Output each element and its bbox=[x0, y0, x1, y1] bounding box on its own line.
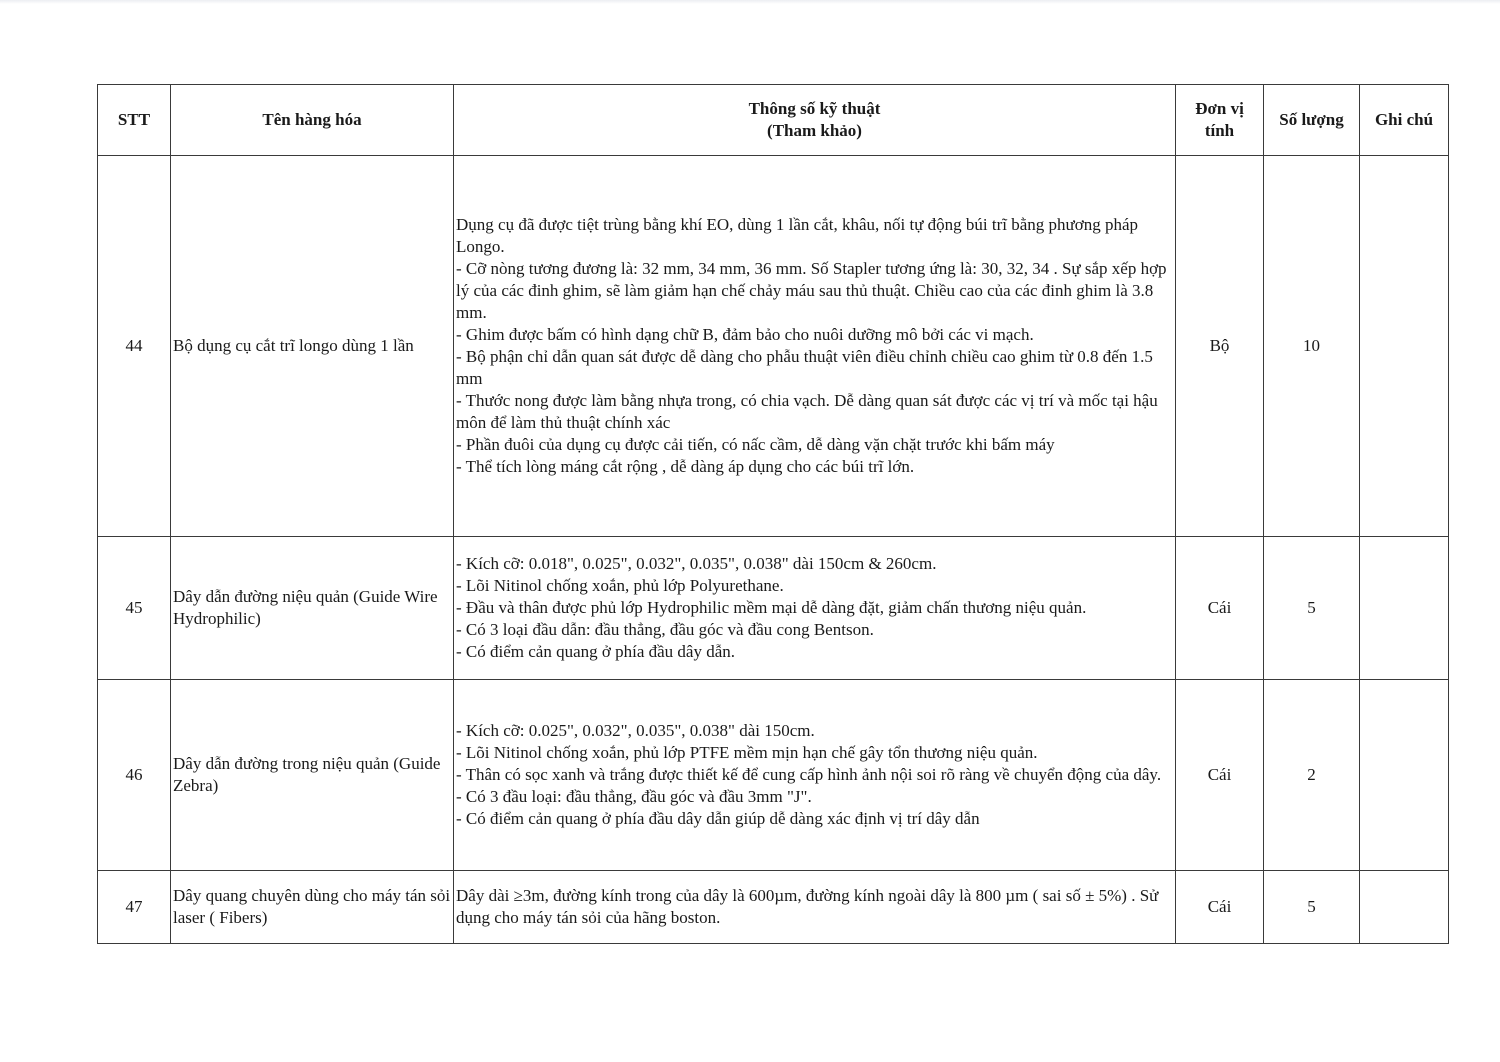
spec-line: - Kích cỡ: 0.018", 0.025", 0.032", 0.035", 0.038" dài 150cm & 260cm. bbox=[456, 554, 937, 573]
spec-line: - Lõi Nitinol chống xoắn, phủ lớp Polyurethane. bbox=[456, 576, 784, 595]
spec-line: Dụng cụ đã được tiệt trùng bằng khí EO, dùng 1 lần cắt, khâu, nối tự động búi trĩ bằng phương pháp Longo. bbox=[456, 215, 1139, 256]
row-unit: Cái bbox=[1176, 680, 1264, 871]
spec-line: - Ghim được bấm có hình dạng chữ B, đảm bảo cho nuôi dưỡng mô bởi các vi mạch. bbox=[456, 325, 1034, 344]
row-spec bbox=[454, 871, 1176, 944]
row-stt: 47 bbox=[98, 871, 171, 944]
spec-line: - Thân có sọc xanh và trắng được thiết kế để cung cấp hình ảnh nội soi rõ ràng về chuyển động của dây. bbox=[456, 765, 1162, 784]
spec-line: - Phần đuôi của dụng cụ được cải tiến, có nấc cầm, dễ dàng vặn chặt trước khi bấm máy bbox=[456, 435, 1055, 454]
spec-line: - Thước nong được làm bằng nhựa trong, có chia vạch. Dễ dàng quan sát được các vị trí và mốc tại hậu môn để làm thủ thuật chính xác bbox=[456, 391, 1158, 432]
row-spec bbox=[454, 156, 1176, 537]
row-note bbox=[1360, 871, 1449, 944]
header-unit-line2: tính bbox=[1204, 121, 1235, 140]
header-stt: STT bbox=[98, 85, 171, 156]
table-row bbox=[98, 871, 1449, 944]
header-name: Tên hàng hóa bbox=[171, 85, 454, 156]
row-note bbox=[1360, 680, 1449, 871]
header-spec-line2: (Tham khảo) bbox=[767, 121, 862, 140]
spec-line: - Có 3 loại đầu dẫn: đầu thẳng, đầu góc và đầu cong Bentson. bbox=[456, 620, 874, 639]
page-edge bbox=[0, 0, 1500, 4]
table-row bbox=[98, 537, 1449, 680]
spec-line: Dây dài ≥3m, đường kính trong của dây là 600µm, đường kính ngoài dây là 800 µm ( sai số ± 5%) . Sử dụng cho máy tán sỏi của hãng boston. bbox=[456, 886, 1159, 927]
row-quantity: 5 bbox=[1264, 537, 1360, 680]
row-name: Dây dẫn đường niệu quản (Guide Wire Hydrophilic) bbox=[171, 537, 454, 680]
table-header-row bbox=[98, 85, 1449, 156]
table-row bbox=[98, 680, 1449, 871]
spec-line: - Bộ phận chỉ dẫn quan sát được dễ dàng cho phẫu thuật viên điều chỉnh chiều cao ghim từ 0.8 đến 1.5 mm bbox=[456, 347, 1153, 388]
spec-line: - Cỡ nòng tương đương là: 32 mm, 34 mm, 36 mm. Số Stapler tương ứng là: 30, 32, 34 . Sự sắp xếp hợp lý của các đinh ghim, sẽ làm giảm hạn chế chảy máu sau thủ thuật. Chiều cao của các đinh ghim là 3.8 mm. bbox=[456, 259, 1167, 322]
spec-line: - Đầu và thân được phủ lớp Hydrophilic mềm mại dễ dàng đặt, giảm chấn thương niệu quản. bbox=[456, 598, 1087, 617]
row-note bbox=[1360, 156, 1449, 537]
row-unit: Bộ bbox=[1176, 156, 1264, 537]
row-spec bbox=[454, 537, 1176, 680]
row-name: Dây quang chuyên dùng cho máy tán sỏi laser ( Fibers) bbox=[171, 871, 454, 944]
row-quantity: 10 bbox=[1264, 156, 1360, 537]
header-note: Ghi chú bbox=[1360, 85, 1449, 156]
row-quantity: 2 bbox=[1264, 680, 1360, 871]
row-stt: 45 bbox=[98, 537, 171, 680]
row-quantity: 5 bbox=[1264, 871, 1360, 944]
row-unit: Cái bbox=[1176, 537, 1264, 680]
spec-line: - Có điểm cản quang ở phía đầu dây dẫn giúp dễ dàng xác định vị trí dây dẫn bbox=[456, 809, 980, 828]
spec-line: - Lõi Nitinol chống xoắn, phủ lớp PTFE mềm mịn hạn chế gây tổn thương niệu quản. bbox=[456, 743, 1038, 762]
header-unit bbox=[1176, 85, 1264, 156]
table-row bbox=[98, 156, 1449, 537]
row-spec bbox=[454, 680, 1176, 871]
spec-line: - Có điểm cản quang ở phía đầu dây dẫn. bbox=[456, 642, 736, 661]
header-spec-line1: Thông số kỹ thuật bbox=[748, 99, 881, 118]
spec-line: - Có 3 đầu loại: đầu thẳng, đầu góc và đầu 3mm "J". bbox=[456, 787, 812, 806]
row-name: Dây dẫn đường trong niệu quản (Guide Zebra) bbox=[171, 680, 454, 871]
header-quantity: Số lượng bbox=[1264, 85, 1360, 156]
row-name: Bộ dụng cụ cắt trĩ longo dùng 1 lần bbox=[171, 156, 454, 537]
row-stt: 44 bbox=[98, 156, 171, 537]
row-note bbox=[1360, 537, 1449, 680]
spec-line: - Kích cỡ: 0.025", 0.032", 0.035", 0.038" dài 150cm. bbox=[456, 721, 815, 740]
header-unit-line1: Đơn vị bbox=[1195, 99, 1244, 118]
row-unit: Cái bbox=[1176, 871, 1264, 944]
specification-table bbox=[97, 84, 1449, 944]
row-stt: 46 bbox=[98, 680, 171, 871]
header-spec bbox=[454, 85, 1176, 156]
spec-line: - Thể tích lòng máng cắt rộng , dễ dàng áp dụng cho các búi trĩ lớn. bbox=[456, 457, 915, 476]
